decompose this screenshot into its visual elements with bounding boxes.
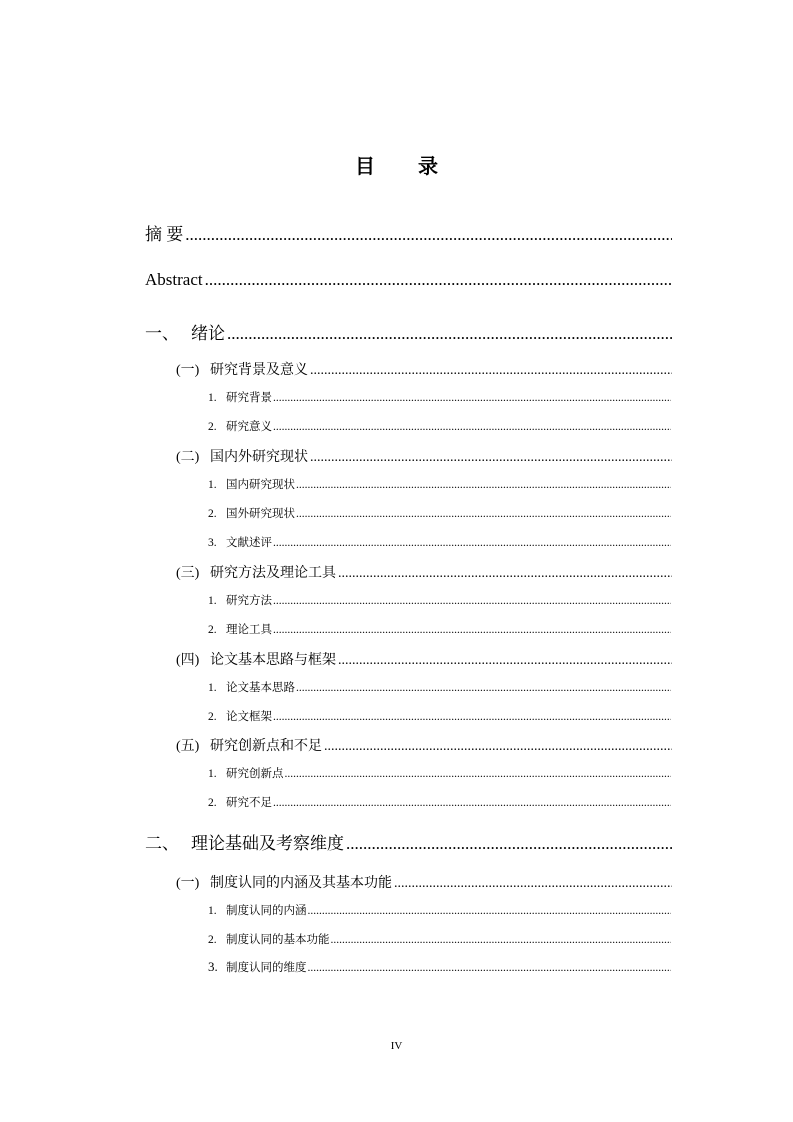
toc-entry-number: 一、 [145, 324, 179, 343]
toc-entry-subsection[interactable] [208, 765, 671, 781]
toc-entry-number: (三) [176, 566, 200, 581]
toc-entry-number: (一) [176, 876, 200, 891]
toc-entry-label: 研究背景 [226, 392, 272, 404]
dot-leader [273, 797, 671, 809]
toc-entry-section[interactable] [176, 446, 672, 466]
toc-entry-section[interactable] [176, 872, 672, 892]
dot-leader [273, 595, 671, 607]
toc-entry-number: (一) [176, 363, 200, 378]
toc-entry-label: 研究创新点和不足 [210, 739, 322, 754]
toc-entry-label: 研究意义 [226, 421, 272, 433]
toc-entry-label: 绪论 [191, 324, 225, 343]
dot-leader [273, 537, 671, 549]
toc-entry-section[interactable] [176, 735, 672, 755]
dot-leader [394, 876, 672, 892]
toc-entry-subsection[interactable] [208, 389, 671, 405]
toc-entry-subsection[interactable] [208, 708, 671, 724]
page-number: IV [390, 1040, 403, 1052]
toc-entry-number: 2. [208, 624, 217, 636]
toc-entry-number: 3. [208, 959, 218, 974]
dot-leader [308, 962, 672, 974]
toc-entry-number: (二) [176, 450, 200, 465]
dot-leader [273, 392, 671, 404]
dot-leader [205, 270, 672, 290]
toc-entry-label: 国内研究现状 [226, 479, 295, 491]
toc-entry-chapter-2[interactable] [145, 829, 672, 854]
dot-leader [346, 834, 672, 854]
toc-entry-label: 制度认同的基本功能 [226, 934, 330, 946]
toc-entry-subsection[interactable] [208, 621, 671, 637]
toc-entry-label: 研究背景及意义 [210, 363, 308, 378]
toc-entry-number: (四) [176, 653, 200, 668]
toc-entry-label: 论文框架 [226, 711, 272, 723]
toc-entry-subsection[interactable] [208, 959, 671, 975]
toc-entry-label: 论文基本思路与框架 [210, 653, 336, 668]
toc-entry-number: 2. [208, 711, 217, 723]
toc-entry-subsection[interactable] [208, 476, 671, 492]
toc-entry-section[interactable] [176, 649, 672, 669]
dot-leader [296, 682, 671, 694]
dot-leader [227, 324, 672, 344]
toc-entry-number: 1. [208, 682, 217, 694]
toc-entry-section[interactable] [176, 359, 672, 379]
dot-leader [338, 566, 672, 582]
dot-leader [285, 768, 672, 780]
toc-entry-subsection[interactable] [208, 931, 671, 947]
toc-entry-label: 文献述评 [226, 537, 272, 549]
toc-entry-label: 理论工具 [226, 624, 272, 636]
toc-entry-chapter-1[interactable] [145, 319, 672, 344]
toc-entry-number: 2. [208, 508, 217, 520]
toc-entry-number: 2. [208, 421, 217, 433]
toc-entry-number: 1. [208, 768, 217, 780]
toc-entry-subsection[interactable] [208, 505, 671, 521]
toc-entry-abstract-cn[interactable] [145, 220, 672, 245]
dot-leader [331, 934, 672, 946]
dot-leader [338, 653, 672, 669]
toc-entry-number: 1. [208, 479, 217, 491]
toc-entry-label: 摘 要 [145, 225, 184, 244]
toc-entry-abstract-en[interactable] [145, 270, 672, 290]
dot-leader [308, 905, 672, 917]
toc-entry-number: 3. [208, 537, 217, 549]
toc-entry-label: 理论基础及考察维度 [191, 834, 344, 853]
toc-title: 目 录 [355, 154, 456, 178]
dot-leader [273, 711, 671, 723]
toc-entry-label: 论文基本思路 [226, 682, 295, 694]
toc-entry-number: 1. [208, 905, 217, 917]
toc-entry-label: 研究不足 [226, 797, 272, 809]
toc-entry-subsection[interactable] [208, 592, 671, 608]
toc-entry-number: 2. [208, 797, 217, 809]
toc-entry-number: 2. [208, 934, 217, 946]
toc-entry-label: 研究创新点 [226, 768, 284, 780]
toc-entry-label: 国内外研究现状 [210, 450, 308, 465]
dot-leader [310, 450, 672, 466]
toc-entry-label: 制度认同的维度 [226, 962, 307, 974]
toc-entry-number: (五) [176, 739, 200, 754]
dot-leader [296, 508, 671, 520]
dot-leader [273, 624, 671, 636]
toc-entry-number: 1. [208, 595, 217, 607]
toc-entry-subsection[interactable] [208, 534, 671, 550]
toc-entry-subsection[interactable] [208, 902, 671, 918]
toc-entry-number: 二、 [145, 834, 179, 853]
toc-entry-label: Abstract [145, 270, 203, 289]
dot-leader [296, 479, 671, 491]
toc-entry-subsection[interactable] [208, 679, 671, 695]
dot-leader [185, 225, 672, 245]
toc-entry-subsection[interactable] [208, 794, 671, 810]
toc-entry-label: 制度认同的内涵 [226, 905, 307, 917]
toc-entry-subsection[interactable] [208, 418, 671, 434]
toc-entry-number: 1. [208, 392, 217, 404]
toc-entry-label: 制度认同的内涵及其基本功能 [210, 876, 392, 891]
dot-leader [310, 363, 672, 379]
toc-entry-section[interactable] [176, 562, 672, 582]
toc-entry-label: 国外研究现状 [226, 508, 295, 520]
dot-leader [324, 739, 672, 755]
dot-leader [273, 421, 671, 433]
toc-entry-label: 研究方法 [226, 595, 272, 607]
toc-entry-label: 研究方法及理论工具 [210, 566, 336, 581]
